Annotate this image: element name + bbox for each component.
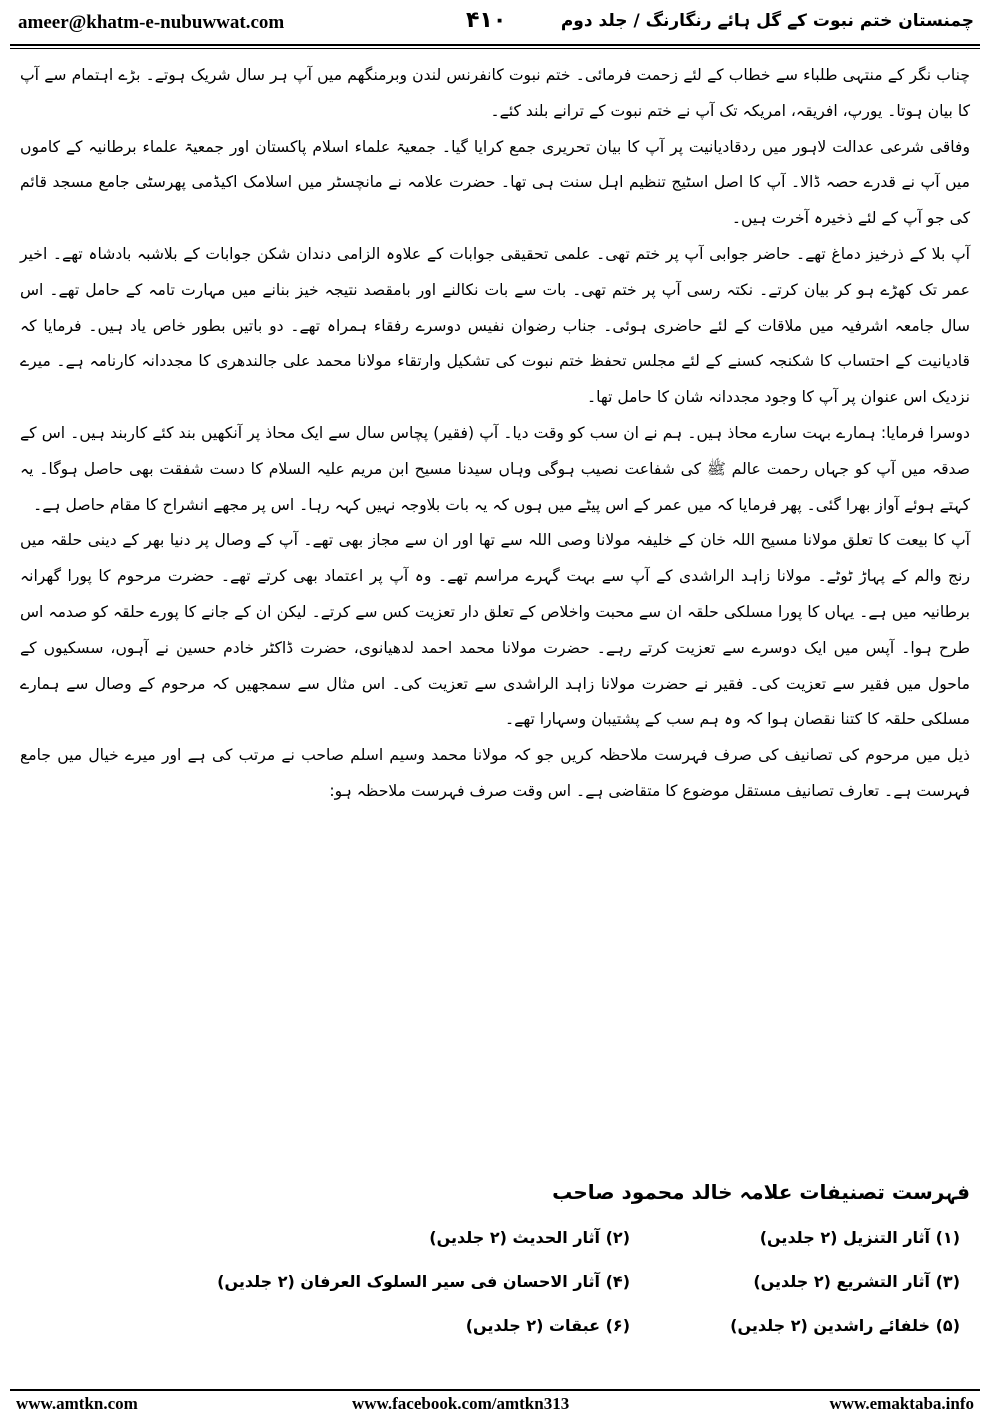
- paragraph: چناب نگر کے منتہی طلباء سے خطاب کے لئے زحمت فرمائی۔ ختم نبوت کانفرنس لندن وبرمنگھم میں آپ ہر سال شریک ہوتے۔ بڑے اہتمام سے آپ کا بیان ہوتا۔ یورپ، افریقہ، امریکہ تک آپ نے ختم نبوت کے ترانے بلند کئے۔: [20, 66, 970, 120]
- footer-link-emaktaba[interactable]: www.emaktaba.info: [829, 1394, 974, 1413]
- page-header: [10, 8, 980, 42]
- body-text: [20, 58, 970, 810]
- works-list-heading: فہرست تصنیفات علامہ خالد محمود صاحب: [552, 1180, 970, 1204]
- paragraph: ذیل میں مرحوم کی تصانیف کی صرف فہرست ملاحظہ کریں جو کہ مولانا محمد وسیم اسلم صاحب نے مرتب کی ہے اور میرے خیال میں جامع فہرست ہے۔ تعارف تصانیف مستقل موضوع کا متقاضی ہے۔ اس وقت صرف فہرست ملاحظہ ہو:: [20, 746, 970, 800]
- paragraph: آپ کا بیعت کا تعلق مولانا مسیح اللہ خان کے خلیفہ مولانا وصی اللہ سے تھا اور ان سے مجاز بھی تھے۔ آپ کے وصال پر دنیا بھر کے دینی حلقہ میں رنج والم کے پہاڑ ٹوٹے۔ مولانا زاہد الراشدی کے آپ سے بہت گہرے مراسم تھے۔ وہ آپ پر اعتماد بھی کرتے تھے۔ حضرت مرحوم کا پورا گھرانہ برطانیہ میں ہے۔ یہاں کا پورا مسلکی حلقہ ان سے محبت واخلاص کے تعلق دار تعزیت کس سے کرتے۔ لیکن ان کے جانے کا پورے حلقہ کو صدمہ اس طرح ہوا۔ آپس میں ایک دوسرے سے تعزیت کرتے رہے۔ حضرت مولانا محمد احمد لدھیانوی، حضرت ڈاکٹر خادم حسین نے آہوں، سسکیوں کے ماحول میں فقیر سے تعزیت کی۔ فقیر نے حضرت مولانا زاہد الراشدی سے تعزیت کی۔ اس مثال سے سمجھیں کہ مرحوم کے وصال سے ہمارے مسلکی حلقہ کا کتنا نقصان ہوا کہ وہ ہم سب کے پشتیبان وسہارا تھے۔: [20, 531, 970, 729]
- footer-divider: [10, 1389, 980, 1391]
- works-list-item: (۲) آثار الحدیث (۲ جلدیں): [429, 1228, 630, 1247]
- header-email: ameer@khatm-e-nubuwwat.com: [18, 12, 285, 33]
- header-divider: [10, 44, 980, 46]
- works-list-item: (۶) عبقات (۲ جلدیں): [465, 1316, 630, 1335]
- footer-link-amtkn[interactable]: www.amtkn.com: [16, 1394, 138, 1413]
- book-title: چمنستان ختم نبوت کے گل ہائے رنگارنگ / جلد دوم: [560, 11, 974, 31]
- works-list-item: (۵) خلفائے راشدین (۲ جلدیں): [730, 1316, 960, 1335]
- works-list-item: (۴) آثار الاحسان فی سیر السلوک العرفان (۲ جلدیں): [217, 1272, 630, 1291]
- works-list-item: (۱) آثار التنزیل (۲ جلدیں): [759, 1228, 960, 1247]
- works-list-item: (۳) آثار التشریع (۲ جلدیں): [753, 1272, 960, 1291]
- page-number: ۴۱۰: [466, 8, 507, 33]
- paragraph: دوسرا فرمایا: ہمارے بہت سارے محاذ ہیں۔ ہم نے ان سب کو وقت دیا۔ آپ (فقیر) پچاس سال سے ایک محاذ پر آنکھیں بند کئے کاربند ہیں۔ اس کے صدقہ میں آپ کو جہاں رحمت عالم ﷺ کی شفاعت نصیب ہوگی وہاں سیدنا مسیح ابن مریم علیہ السلام کا دست شفقت بھی حاصل ہوگا۔ یہ کہتے ہوئے آواز بھرا گئی۔ پھر فرمایا کہ میں عمر کے اس پیٹے میں ہوں کہ یہ بات بلاوجہ نہیں کہہ رہا۔ اس پر مجھے انشراح کا مقام حاصل ہے۔: [20, 423, 970, 514]
- paragraph: آپ بلا کے ذرخیز دماغ تھے۔ حاضر جوابی آپ پر ختم تھی۔ علمی تحقیقی جوابات کے علاوہ الزامی دندان شکن جوابات کے بلاشبہ بادشاہ تھے۔ اخیر عمر تک کھڑے ہو کر بیان کرتے۔ نکتہ رسی آپ پر ختم تھی۔ بات سے بات نکالنے اور بامقصد نتیجہ خیز بنانے میں مہارت تامہ کے حامل تھے۔ اس سال جامعہ اشرفیہ میں ملاقات کے لئے حاضری ہوئی۔ جناب رضوان نفیس دوسرے رفقاء ہمراہ تھے۔ دو باتیں بطور خاص یاد ہیں۔ فرمایا کہ قادیانیت کے احتساب کا شکنجہ کسنے کے لئے مجلس تحفظ ختم نبوت کی تشکیل وارتقاء مولانا محمد علی جالندھری کا مجددانہ کارنامہ ہے۔ میرے نزدیک اس عنوان پر آپ کا وجود مجددانہ شان کا حامل تھا۔: [20, 244, 970, 407]
- page-footer: [10, 1392, 980, 1418]
- footer-link-facebook[interactable]: www.facebook.com/amtkn313: [352, 1394, 570, 1413]
- header-divider-thin: [10, 48, 980, 49]
- paragraph: وفاقی شرعی عدالت لاہور میں ردقادیانیت پر آپ کا بیان تحریری جمع کرایا گیا۔ جمعیۃ علماء اسلام پاکستان اور جمعیۃ علماء برطانیہ کے کاموں میں آپ نے قدرے حصہ ڈالا۔ آپ کا اصل اسٹیج تنظیم اہل سنت ہی تھا۔ حضرت علامہ نے مانچسٹر میں اسلامک اکیڈمی پھرسٹی جامع مسجد قائم کی جو آپ کے لئے ذخیرہ آخرت ہیں۔: [20, 137, 970, 228]
